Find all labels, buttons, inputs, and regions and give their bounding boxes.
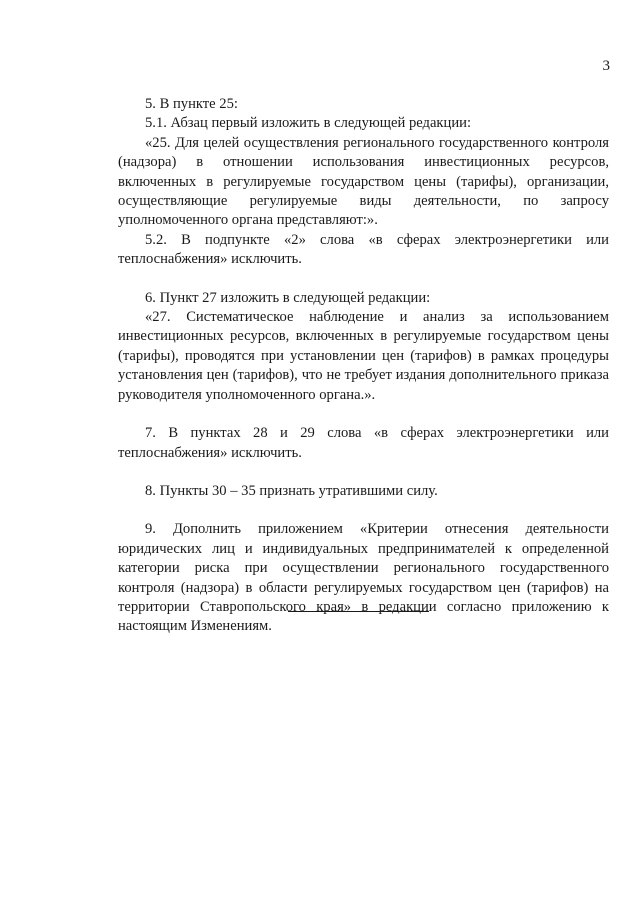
paragraph-5-1: 5.1. Абзац первый изложить в следующей редакции:: [145, 115, 472, 132]
paragraph-7: 7. В пунктах 28 и 29 слова «в сферах электроэнергетики или теплоснабжения» исключить.: [118, 425, 609, 461]
spacer: [118, 463, 609, 482]
spacer: [118, 405, 609, 424]
paragraph-9: 9. Дополнить приложением «Критерии отнесения деятельности юридических лиц и индивидуальных предпринимателей к определенной категории риска при осуществлении регионального государственного контроля (надзора) в области регулируемых государством цен (тарифов) на территории Ставропольского края» в редакции согласно приложению к настоящим Изменениям.: [118, 521, 609, 635]
quote-27: «27. Систематическое наблюдение и анализ за использованием инвестиционных ресурсов, включенных в регулируемые государством цены (тарифы), проводятся при установлении цен (тарифов) в рамках процедуры установления цен (тарифов), что не требует издания дополнительного приказа руководителя уполномоченного органа.».: [118, 309, 609, 403]
paragraph-5: 5. В пункте 25:: [145, 96, 238, 112]
closing-divider-line: [288, 611, 429, 612]
page-number: 3: [602, 58, 610, 74]
document-body: [118, 95, 609, 637]
spacer: [118, 270, 609, 289]
paragraph-8: 8. Пункты 30 – 35 признать утратившими силу.: [145, 482, 438, 499]
quote-25: «25. Для целей осуществления регионального государственного контроля (надзора) в отношении использования инвестиционных ресурсов, включенных в регулируемые государством цены (тарифы), организации, осуществляющие регулируемые виды деятельности, по запросу уполномоченного органа представляют:».: [118, 134, 609, 229]
paragraph-6: 6. Пункт 27 изложить в следующей редакции:: [145, 289, 431, 306]
spacer: [118, 501, 609, 520]
paragraph-5-2: 5.2. В подпункте «2» слова «в сферах электроэнергетики или теплоснабжения» исключить.: [118, 231, 609, 268]
